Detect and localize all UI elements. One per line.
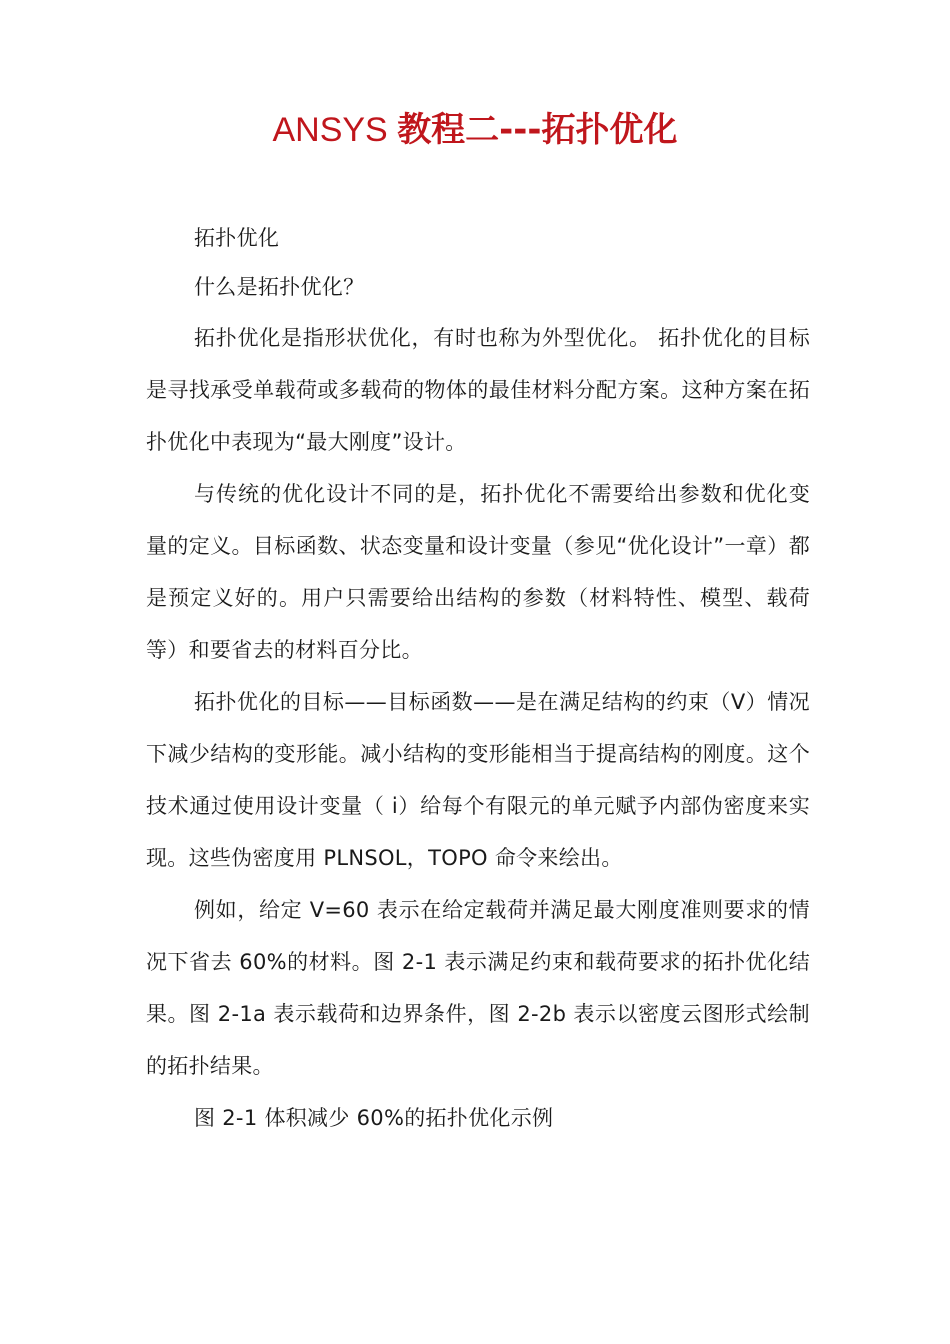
paragraph-definition: 拓扑优化是指形状优化，有时也称为外型优化。 拓扑优化的目标是寻找承受单载荷或多载荷的物体的最佳材料分配方案。这种方案在拓扑优化中表现为“最大刚度”设计。	[146, 326, 810, 454]
figure-caption: 图 2-1 体积减少 60%的拓扑优化示例	[194, 1106, 554, 1130]
document-body	[146, 214, 810, 1144]
title-cjk: 教程二---拓扑优化	[397, 110, 678, 150]
document-title	[0, 108, 950, 152]
paragraph-example: 例如，给定 V=60 表示在给定载荷并满足最大刚度准则要求的情况下省去 60%的材料。图 2-1 表示满足约束和载荷要求的拓扑优化结果。图 2-1a 表示载荷和边界条件，图 2-2b 表示以密度云图形式绘制的拓扑结果。	[146, 898, 810, 1078]
section-heading: 拓扑优化	[194, 226, 280, 250]
paragraph-comparison: 与传统的优化设计不同的是，拓扑优化不需要给出参数和优化变量的定义。目标函数、状态变量和设计变量（参见“优化设计”一章）都是预定义好的。用户只需要给出结构的参数（材料特性、模型、载荷等）和要省去的材料百分比。	[146, 482, 810, 662]
paragraph-objective: 拓扑优化的目标——目标函数——是在满足结构的约束（V）情况下减少结构的变形能。减小结构的变形能相当于提高结构的刚度。这个技术通过使用设计变量（ i）给每个有限元的单元赋予内部伪密度来实现。这些伪密度用 PLNSOL，TOPO 命令来绘出。	[146, 690, 810, 870]
title-latin: ANSYS	[272, 111, 398, 149]
section-question: 什么是拓扑优化？	[194, 275, 365, 299]
